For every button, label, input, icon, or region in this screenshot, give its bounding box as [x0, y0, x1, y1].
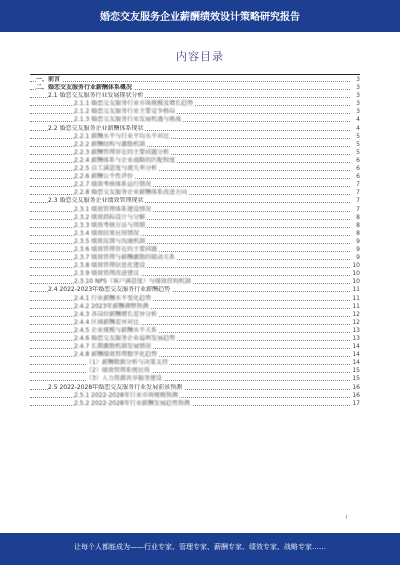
toc-entry-title: 2.2.5 员工满意度与流失率分析 — [74, 165, 158, 173]
toc-entry[interactable] — [30, 149, 360, 157]
footer-slogan: 让每个人都能成为——行业专家、管理专家、薪酬专家、绩效专家、战略专家…… — [74, 543, 326, 551]
toc-entry[interactable] — [30, 165, 360, 173]
toc-entry-page: 9 — [356, 254, 360, 262]
toc-leader-dots — [30, 81, 350, 82]
toc-entry-page: 4 — [356, 116, 360, 124]
toc-entry-title: 2.3.6 绩效管理存在的主要问题 — [74, 245, 158, 253]
toc-entry-page: 10 — [352, 262, 360, 270]
toc-entry[interactable] — [30, 222, 360, 230]
toc-entry-page: 8 — [356, 221, 360, 229]
toc-entry-title: 2.3.7 绩效管理与薪酬激励的联动关系 — [74, 254, 176, 262]
toc-entry-title: 2.3.9 绩效管理改进建议 — [74, 270, 140, 278]
toc-entry-page: 16 — [352, 383, 360, 391]
toc-entry-page: 7 — [356, 197, 360, 205]
toc-entry-title: （2）绩效管理系统应用 — [86, 367, 150, 375]
toc-entry-page: 6 — [356, 156, 360, 164]
toc-entry[interactable] — [30, 351, 360, 359]
toc-entry-title: 2.1 婚恋交友服务行业发展现状分析 — [48, 92, 144, 100]
toc-entry-page: 13 — [352, 335, 360, 342]
toc-entry[interactable] — [30, 335, 360, 343]
toc-entry-title: 2.3.10 NPS（客户满意度）与绩效挂钩机制 — [74, 278, 191, 286]
toc-entry-page: 13 — [352, 326, 360, 334]
toc-entry[interactable] — [30, 367, 360, 375]
toc-entry-title: 2.2.6 薪酬公平性评价 — [74, 173, 134, 181]
toc-entry-page: 9 — [356, 245, 360, 253]
toc-entry-title: 2.2.4 薪酬体系与企业战略的匹配程度 — [74, 156, 176, 164]
toc-entry-title: 2.2.1 薪酬水平与行业平均水平对比 — [74, 132, 170, 140]
report-title: 婚恋交友服务企业薪酬绩效设计策略研究报告 — [100, 12, 300, 23]
toc-entry-title: 2.4.3 各岗位薪酬增长差异分析 — [74, 310, 158, 318]
toc-entry[interactable] — [30, 189, 360, 197]
toc-top-rule — [30, 74, 360, 75]
toc-entry[interactable] — [30, 400, 360, 408]
toc-entry-title: 2.3.5 绩效反馈与沟通机制 — [74, 237, 146, 245]
toc-entry-title: 2.1.3 婚恋交友服务行业发展机遇与挑战 — [74, 116, 182, 124]
toc-entry-title: 2.4.4 区域薪酬差异对比 — [74, 318, 140, 326]
toc-leader-dots — [30, 364, 350, 365]
toc-entry[interactable] — [30, 384, 360, 392]
toc-entry[interactable] — [30, 133, 360, 141]
toc-entry[interactable] — [30, 108, 360, 116]
toc-entry-page: 8 — [356, 213, 360, 221]
toc-entry[interactable] — [30, 214, 360, 222]
toc-entry-title: 2.3.3 绩效考核方法与周期 — [74, 221, 146, 229]
toc-entry-title: 2.2.2 薪酬结构与激励机制 — [74, 140, 146, 148]
toc-entry-title: 2.4.6 婚恋交友服务企业福利发展趋势 — [74, 335, 176, 342]
toc-entry[interactable] — [30, 278, 360, 286]
toc-title: 内容目录 — [176, 50, 224, 63]
toc-entry-title: 2.4.7 长期激励机制发展情况 — [74, 343, 152, 351]
toc-entry-page: 15 — [352, 375, 360, 383]
toc-entry[interactable] — [30, 141, 360, 149]
toc-entry-page: 5 — [356, 140, 360, 148]
toc-leader-dots — [30, 380, 350, 381]
toc-entry[interactable] — [30, 343, 360, 351]
toc-entry[interactable] — [30, 359, 360, 367]
toc-entry-page: 15 — [352, 367, 360, 375]
toc-entry-page: 6 — [356, 173, 360, 181]
toc-entry-page: 5 — [356, 132, 360, 140]
toc-entry[interactable] — [30, 286, 360, 294]
toc-entry-title: 一、前言 — [36, 76, 61, 83]
toc-entry-page: 12 — [352, 318, 360, 326]
toc-entry-title: 2.3.1 绩效管理体系建设情况 — [74, 205, 152, 213]
toc-entry-title: 2.2 婚恋交友服务企业薪酬体系现状 — [48, 124, 144, 132]
toc-entry-page: 4 — [356, 124, 360, 132]
toc-entry[interactable] — [30, 116, 360, 124]
page-marker: I — [346, 515, 348, 521]
report-footer — [0, 533, 400, 565]
toc-entry[interactable] — [30, 238, 360, 246]
toc-entry-title: 二、婚恋交友服务行业薪酬体系概况 — [36, 84, 133, 92]
toc-entry[interactable] — [30, 246, 360, 254]
toc-entry-page: 14 — [352, 359, 360, 367]
toc-entry-title: 2.4.5 企业规模与薪酬水平关系 — [74, 326, 158, 334]
report-header — [0, 0, 400, 32]
toc-entry-page: 7 — [356, 181, 360, 189]
toc-entry-title: 2.4.2 2023年薪酬调整预测 — [74, 302, 149, 310]
toc-entry-page: 3 — [356, 84, 360, 92]
toc-entry[interactable] — [30, 295, 360, 303]
toc-entry-title: 2.1.1 婚恋交友服务行业市场规模及增长趋势 — [74, 100, 194, 108]
toc-entry[interactable] — [30, 173, 360, 181]
toc-entry-title: 2.2.7 绩效考核体系运行情况 — [74, 181, 152, 189]
toc-entry-page: 12 — [352, 310, 360, 318]
toc-entry-page: 10 — [352, 270, 360, 278]
toc-entry-title: 2.5.1 2022-2028年行业市场规模预测 — [74, 391, 178, 399]
toc-entry-page: 3 — [356, 100, 360, 108]
toc-entry[interactable] — [30, 303, 360, 311]
toc-entry-title: 2.1.2 婚恋交友服务行业主要竞争格局 — [74, 108, 176, 116]
toc-entry-title: 2.2.8 婚恋交友服务企业薪酬体系改进方向 — [74, 189, 188, 197]
toc-entry-page: 11 — [352, 286, 360, 294]
toc-entry[interactable] — [30, 84, 360, 92]
toc-entry-page: 14 — [352, 351, 360, 359]
toc-leader-dots — [30, 372, 350, 373]
toc-entry[interactable] — [30, 197, 360, 205]
toc-entry[interactable] — [30, 254, 360, 262]
toc-entry[interactable] — [30, 270, 360, 278]
toc-entry-page: 9 — [356, 237, 360, 245]
toc-entry[interactable] — [30, 157, 360, 165]
toc-entry[interactable] — [30, 100, 360, 108]
toc-entry-page: 10 — [352, 278, 360, 286]
table-of-contents — [30, 76, 360, 521]
toc-entry[interactable] — [30, 125, 360, 133]
toc-entry-title: 2.3.8 绩效管理信息化建设 — [74, 262, 146, 270]
toc-entry-title: （3）人力资源共享服务建设 — [86, 375, 162, 383]
toc-entry-page: 11 — [352, 302, 360, 310]
toc-entry-page: 3 — [356, 76, 360, 83]
toc-entry-title: 2.5 2022-2028年婚恋交友服务行业发展前景预测 — [48, 383, 183, 391]
toc-entry-page: 11 — [352, 294, 360, 302]
toc-entry-page: 16 — [352, 391, 360, 399]
toc-entry-page: 7 — [356, 189, 360, 197]
toc-entry[interactable] — [30, 375, 360, 383]
toc-entry-page: 3 — [356, 108, 360, 116]
toc-entry[interactable] — [30, 181, 360, 189]
toc-entry-page: 7 — [356, 205, 360, 213]
toc-entry[interactable] — [30, 319, 360, 327]
toc-entry-title: 2.4.8 薪酬绩效管理数字化趋势 — [74, 351, 158, 359]
toc-entry-page: 5 — [356, 148, 360, 156]
toc-entry-title: 2.3.2 绩效指标设计与分解 — [74, 213, 146, 221]
toc-entry-page: 6 — [356, 165, 360, 173]
toc-entry-page: 3 — [356, 92, 360, 100]
toc-entry-page: 8 — [356, 229, 360, 237]
toc-entry[interactable] — [30, 392, 360, 400]
toc-entry-title: （1）薪酬数据分析与决策支持 — [86, 359, 168, 367]
toc-entry[interactable] — [30, 311, 360, 319]
toc-entry-title: 2.4 2022-2023年婚恋交友服务行业薪酬趋势 — [48, 286, 171, 294]
toc-entry[interactable] — [30, 92, 360, 100]
toc-entry[interactable] — [30, 76, 360, 84]
toc-entry-title: 2.5.2 2022-2028年行业薪酬发展趋势预测 — [74, 399, 190, 407]
toc-entry-title: 2.2.3 薪酬管理存在的主要问题分析 — [74, 148, 170, 156]
toc-entry-title: 2.3.4 绩效结果应用情况 — [74, 229, 140, 237]
toc-entry[interactable] — [30, 327, 360, 335]
toc-entry[interactable] — [30, 206, 360, 214]
toc-entry-page: 14 — [352, 343, 360, 351]
toc-entry-title: 2.4.1 行业薪酬水平变化趋势 — [74, 294, 152, 302]
toc-entry-page: 17 — [352, 399, 360, 407]
toc-entry[interactable] — [30, 230, 360, 238]
toc-entry-title: 2.3 婚恋交友服务企业绩效管理现状 — [48, 197, 144, 205]
toc-entry[interactable] — [30, 262, 360, 270]
